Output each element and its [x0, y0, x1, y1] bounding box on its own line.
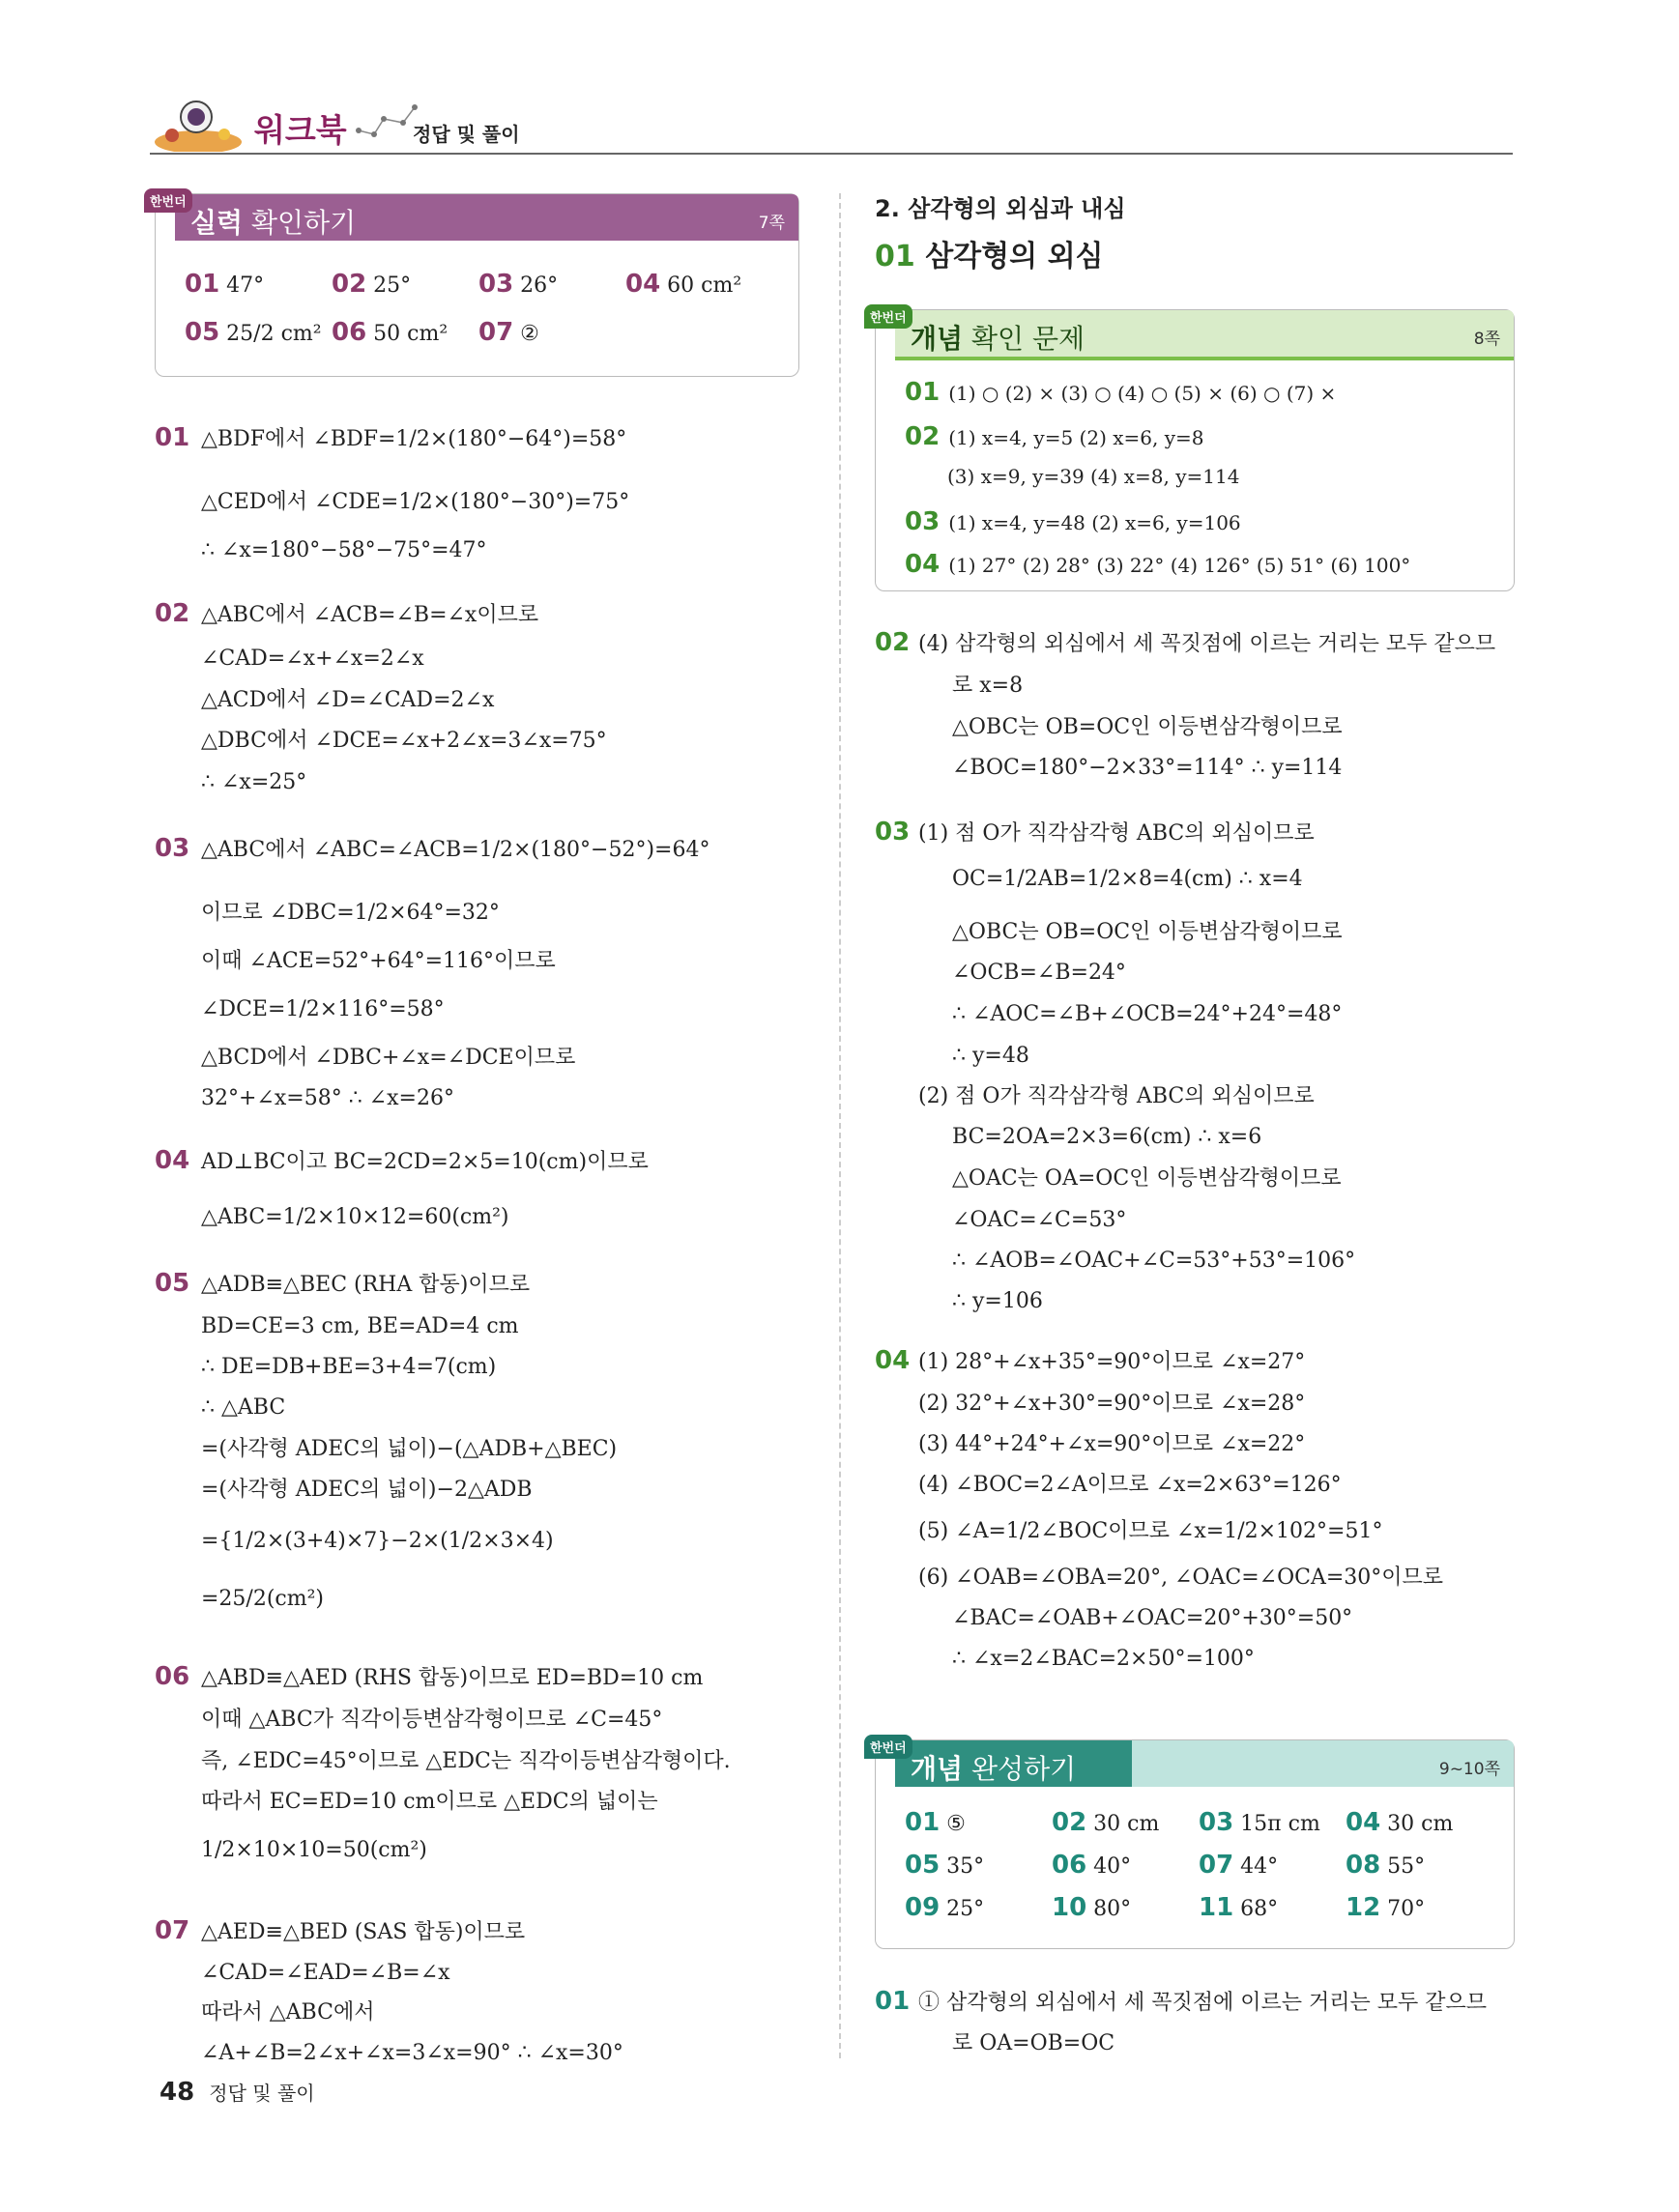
solution-line: (1) 점 O가 직각삼각형 ABC의 외심이므로 [918, 821, 1315, 846]
solution-line: △ABC=1/2×10×12=60(cm²) [201, 1205, 509, 1229]
workbook-title: 워크북 [254, 111, 347, 149]
answer-item [1052, 1808, 1159, 1837]
answer-value: 55° [1380, 1854, 1426, 1879]
solution-line: △OBC는 OB=OC인 이등변삼각형이므로 [952, 920, 1343, 944]
question-number: 02 [155, 599, 190, 628]
solution-line: 이므로 ∠DBC=1/2×64°=32° [201, 901, 500, 925]
answer-number: 08 [1346, 1851, 1381, 1880]
solution-line: ∠CAD=∠EAD=∠B=∠x [201, 1961, 450, 1985]
solution-line: 32°+∠x=58° ∴ ∠x=26° [201, 1086, 454, 1110]
subsection-number: 01 [875, 240, 915, 273]
solution-line: =25/2(cm²) [201, 1587, 325, 1611]
solution-line: ∠A+∠B=2∠x+∠x=3∠x=90° ∴ ∠x=30° [201, 2041, 623, 2065]
answer-row [905, 465, 1239, 489]
answer-number: 05 [185, 318, 220, 347]
answer-value: (1) 27° (2) 28° (3) 22° (4) 126° (5) 51° (6) 100° [948, 554, 1411, 577]
page-footer [159, 2078, 315, 2107]
solution-line: 1/2×10×10=50(cm²) [201, 1838, 427, 1862]
answer-item [905, 1808, 966, 1837]
footer-text: 정답 및 풀이 [209, 2082, 315, 2105]
answer-number: 06 [1052, 1851, 1087, 1880]
solution-line: (3) 44°+24°+∠x=90°이므로 ∠x=22° [918, 1432, 1306, 1456]
answer-value: 70° [1380, 1897, 1426, 1921]
answer-value: 30 cm [1380, 1812, 1454, 1836]
answer-value: 25° [366, 273, 412, 298]
skill-check-box [150, 193, 799, 377]
box-badge: 한번더 [864, 1735, 912, 1759]
page-header [150, 92, 1513, 155]
answer-item [185, 270, 264, 299]
box-badge: 한번더 [864, 304, 912, 329]
answer-value: 15π cm [1233, 1812, 1320, 1836]
solution-line: △DBC에서 ∠DCE=∠x+2∠x=3∠x=75° [201, 729, 607, 753]
box-title-bar [895, 310, 1514, 360]
answer-number: 05 [905, 1851, 941, 1880]
answer-value: 30 cm [1086, 1812, 1160, 1836]
answer-number: 03 [478, 270, 514, 299]
answer-value: (1) ○ (2) × (3) ○ (4) ○ (5) × (6) ○ (7) × [948, 382, 1337, 405]
solution-line: △BCD에서 ∠DBC+∠x=∠DCE이므로 [201, 1046, 576, 1070]
solution-line: 따라서 EC=ED=10 cm이므로 △EDC의 넓이는 [201, 1790, 658, 1814]
answer-number: 07 [478, 318, 514, 347]
answer-number: 10 [1052, 1893, 1087, 1922]
column-divider [839, 193, 841, 2058]
answer-item [1346, 1808, 1453, 1837]
solution-line: △OBC는 OB=OC인 이등변삼각형이므로 [952, 715, 1343, 739]
solution-line: ∠BAC=∠OAB+∠OAC=20°+30°=50° [952, 1606, 1353, 1630]
solution-line: (1) 28°+∠x+35°=90°이므로 ∠x=27° [918, 1350, 1306, 1374]
solution-line: 즉, ∠EDC=45°이므로 △EDC는 직각이등변삼각형이다. [201, 1749, 731, 1773]
box-title: 개념 완성하기 [911, 1753, 1077, 1785]
solution-line: 로 x=8 [952, 674, 1024, 698]
answer-value: 35° [940, 1854, 985, 1879]
answer-value: 60 cm² [660, 273, 742, 298]
answer-value: ⑤ [940, 1812, 966, 1836]
answer-row [905, 507, 1241, 536]
question-number: 05 [155, 1269, 190, 1298]
answer-number: 06 [332, 318, 367, 347]
solution-line: ∠OAC=∠C=53° [952, 1208, 1127, 1232]
box-page-ref: 8쪽 [1473, 330, 1500, 349]
question-number: 04 [875, 1346, 911, 1375]
solution-line: (2) 점 O가 직각삼각형 ABC의 외심이므로 [918, 1084, 1315, 1108]
solution-line: ∴ y=106 [952, 1289, 1043, 1313]
solution-line: BC=2OA=2×3=6(cm) ∴ x=6 [952, 1125, 1262, 1149]
page-number: 48 [159, 2078, 195, 2107]
answer-item [1199, 1851, 1278, 1880]
answer-number: 01 [905, 1808, 941, 1837]
question-number: 03 [155, 834, 190, 863]
box-page-ref: 7쪽 [758, 214, 785, 233]
answer-item [905, 1851, 984, 1880]
answer-item [1199, 1808, 1320, 1837]
box-title-bar [895, 1740, 1514, 1787]
box-title-bar [175, 194, 798, 241]
answer-number: 07 [1199, 1851, 1234, 1880]
question-number: 06 [155, 1662, 190, 1691]
question-number: 02 [875, 628, 911, 657]
header-subtitle: 정답 및 풀이 [413, 123, 520, 146]
answer-item [1346, 1893, 1425, 1922]
solution-line: ∴ y=48 [952, 1044, 1029, 1068]
solution-line: AD⊥BC이고 BC=2CD=2×5=10(cm)이므로 [201, 1150, 649, 1174]
question-number: 01 [875, 1987, 911, 2016]
question-number: 03 [875, 818, 911, 847]
answer-item [625, 270, 741, 299]
answer-number: 04 [905, 550, 949, 579]
solution-line: △CED에서 ∠CDE=1/2×(180°−30°)=75° [201, 490, 630, 514]
concept-complete-box [870, 1739, 1515, 1949]
solution-line: 이때 ∠ACE=52°+64°=116°이므로 [201, 949, 556, 973]
solution-line: =(사각형 ADEC의 넓이)−2△ADB [201, 1478, 533, 1502]
solution-line: △ACD에서 ∠D=∠CAD=2∠x [201, 688, 495, 712]
answer-item [905, 1893, 984, 1922]
solution-line: (2) 32°+∠x+30°=90°이므로 ∠x=28° [918, 1392, 1306, 1416]
answer-number: 04 [625, 270, 661, 299]
solution-line: (6) ∠OAB=∠OBA=20°, ∠OAC=∠OCA=30°이므로 [918, 1566, 1444, 1590]
answer-item [478, 318, 539, 347]
answer-item [1199, 1893, 1278, 1922]
solution-line: (5) ∠A=1/2∠BOC이므로 ∠x=1/2×102°=51° [918, 1519, 1383, 1543]
answer-number: 01 [905, 378, 949, 407]
solution-line: △ABC에서 ∠ABC=∠ACB=1/2×(180°−52°)=64° [201, 838, 710, 862]
answer-number: 02 [905, 422, 949, 451]
answer-value: ② [513, 322, 539, 346]
answer-value: 40° [1086, 1854, 1132, 1879]
solution-line: ={1/2×(3+4)×7}−2×(1/2×3×4) [201, 1529, 554, 1553]
solution-line: 이때 △ABC가 직각이등변삼각형이므로 ∠C=45° [201, 1708, 663, 1732]
solution-line: ∴ DE=DB+BE=3+4=7(cm) [201, 1355, 497, 1379]
answer-value: 68° [1233, 1897, 1279, 1921]
solution-line: △ABC에서 ∠ACB=∠B=∠x이므로 [201, 603, 539, 627]
answer-number: 01 [185, 270, 220, 299]
answer-value: (1) x=4, y=5 (2) x=6, y=8 [948, 426, 1204, 449]
solution-line: (4) 삼각형의 외심에서 세 꼭짓점에 이르는 거리는 모두 같으므 [918, 632, 1496, 656]
answer-value: 25° [940, 1897, 985, 1921]
answer-number: 02 [1052, 1808, 1087, 1837]
answer-item [1346, 1851, 1425, 1880]
astronaut-logo-icon [153, 92, 245, 152]
answer-row [905, 550, 1410, 579]
question-number: 04 [155, 1146, 190, 1175]
solution-line: ∠CAD=∠x+∠x=2∠x [201, 646, 424, 671]
solution-line: ∠DCE=1/2×116°=58° [201, 997, 445, 1021]
answer-value: (3) x=9, y=39 (4) x=8, y=114 [947, 465, 1240, 488]
solution-line: △ABD≡△AED (RHS 합동)이므로 ED=BD=10 cm [201, 1666, 704, 1690]
answer-number: 03 [905, 507, 949, 536]
answer-item [332, 318, 448, 347]
answer-value: 25/2 cm² [219, 322, 322, 346]
subsection-title [875, 232, 1104, 274]
box-page-ref: 9~10쪽 [1438, 1760, 1500, 1779]
concept-check-box [870, 309, 1515, 591]
header-rule [150, 153, 1513, 155]
answer-value: 47° [219, 273, 265, 298]
solution-line: BD=CE=3 cm, BE=AD=4 cm [201, 1314, 519, 1338]
answer-row [905, 422, 1203, 451]
solution-line: =(사각형 ADEC의 넓이)−(△ADB+△BEC) [201, 1437, 618, 1461]
solution-line: 따라서 △ABC에서 [201, 2000, 375, 2025]
box-title: 개념 확인 문제 [911, 323, 1086, 355]
solution-line: ∴ ∠x=2∠BAC=2×50°=100° [952, 1647, 1255, 1671]
answer-value: 50 cm² [366, 322, 449, 346]
answer-number: 04 [1346, 1808, 1381, 1837]
box-title: 실력 확인하기 [190, 207, 357, 239]
answer-number: 02 [332, 270, 367, 299]
solution-line: △OAC는 OA=OC인 이등변삼각형이므로 [952, 1166, 1342, 1191]
solution-line: 로 OA=OB=OC [952, 2031, 1115, 2055]
solution-line: △ADB≡△BEC (RHA 합동)이므로 [201, 1273, 531, 1297]
solution-line: ∴ ∠x=180°−58°−75°=47° [201, 538, 487, 562]
answer-item [185, 318, 322, 347]
question-number: 01 [155, 423, 190, 452]
solution-line: ∴ ∠x=25° [201, 770, 307, 794]
solution-line: ∠BOC=180°−2×33°=114° ∴ y=114 [952, 756, 1343, 780]
subsection-label: 삼각형의 외심 [925, 240, 1104, 273]
answer-value: (1) x=4, y=48 (2) x=6, y=106 [948, 511, 1241, 534]
answer-item [1052, 1893, 1131, 1922]
answer-number: 03 [1199, 1808, 1234, 1837]
solution-line: ∴ ∠AOC=∠B+∠OCB=24°+24°=48° [952, 1002, 1343, 1026]
answer-item [478, 270, 558, 299]
box-badge: 한번더 [144, 188, 192, 213]
answer-value: 44° [1233, 1854, 1279, 1879]
solution-line: △AED≡△BED (SAS 합동)이므로 [201, 1920, 526, 1944]
answer-number: 12 [1346, 1893, 1381, 1922]
solution-line: ∠OCB=∠B=24° [952, 961, 1126, 985]
answer-number: 09 [905, 1893, 941, 1922]
solution-line: ∴ △ABC [201, 1395, 286, 1420]
answer-value: 80° [1086, 1897, 1132, 1921]
answer-row [905, 378, 1336, 407]
solution-line: (4) ∠BOC=2∠A이므로 ∠x=2×63°=126° [918, 1473, 1342, 1497]
question-number: 07 [155, 1916, 190, 1945]
answer-item [332, 270, 411, 299]
section-title: 2. 삼각형의 외심과 내심 [875, 195, 1126, 222]
answer-number: 11 [1199, 1893, 1234, 1922]
solution-line: △BDF에서 ∠BDF=1/2×(180°−64°)=58° [201, 427, 627, 451]
answer-value: 26° [513, 273, 559, 298]
solution-line: OC=1/2AB=1/2×8=4(cm) ∴ x=4 [952, 867, 1303, 891]
solution-line: ∴ ∠AOB=∠OAC+∠C=53°+53°=106° [952, 1249, 1356, 1273]
answer-item [1052, 1851, 1131, 1880]
solution-line: ① 삼각형의 외심에서 세 꼭짓점에 이르는 거리는 모두 같으므 [918, 1991, 1487, 2015]
